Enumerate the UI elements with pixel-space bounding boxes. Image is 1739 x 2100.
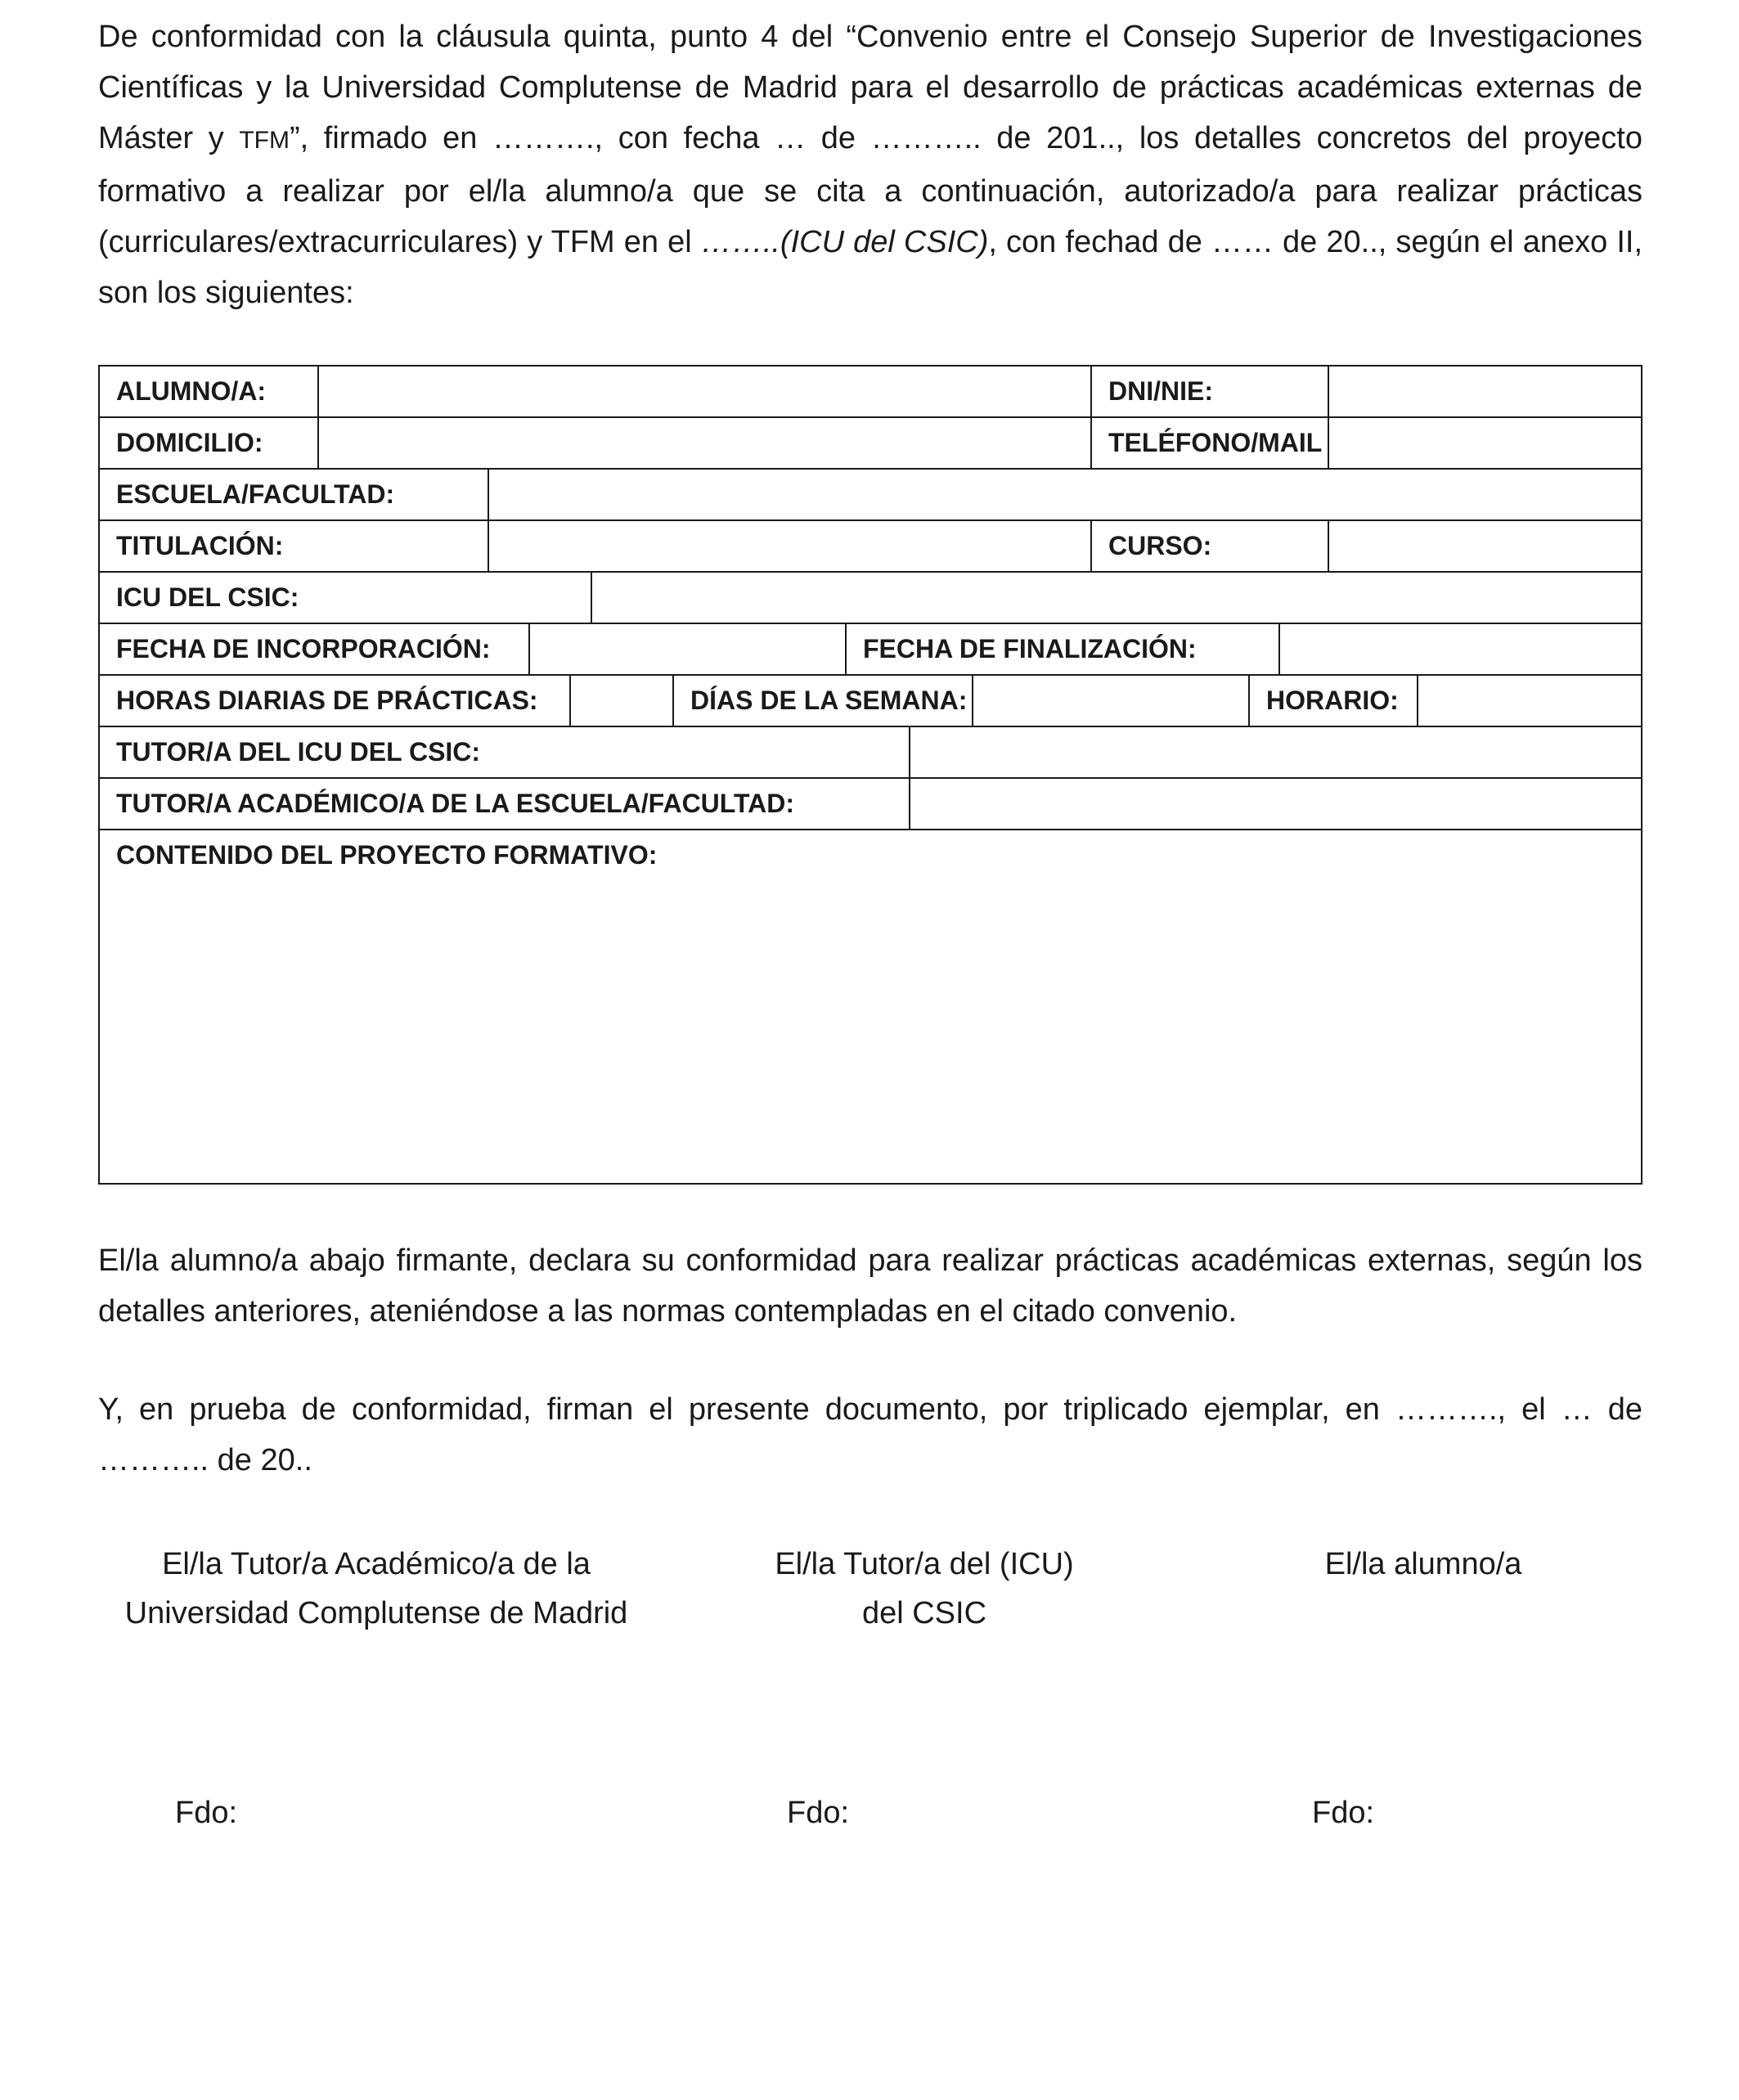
- field-fecha-finalizacion[interactable]: [1280, 624, 1641, 674]
- form-row-tutor-academico: [100, 779, 1641, 830]
- field-escuela[interactable]: [489, 470, 1641, 519]
- intro-text-part3: , con fechad de …… de 20.., según el anexo II, son los siguientes:: [98, 225, 1643, 310]
- field-dni[interactable]: [1329, 366, 1641, 416]
- label-tutor-icu: TUTOR/A DEL ICU DEL CSIC:: [100, 727, 910, 777]
- label-dni: DNI/NIE:: [1092, 366, 1329, 416]
- field-titulacion[interactable]: [489, 521, 1092, 571]
- label-telefono: TELÉFONO/MAIL: [1092, 418, 1329, 468]
- field-tutor-academico[interactable]: [910, 779, 1641, 829]
- label-horario: HORARIO:: [1250, 676, 1418, 726]
- fdo-icu-tutor: Fdo:: [787, 1796, 850, 1830]
- academic-tutor-title-line2: Universidad Complutense de Madrid: [124, 1596, 628, 1630]
- label-domicilio: DOMICILIO:: [100, 418, 319, 468]
- field-horas-diarias[interactable]: [571, 676, 674, 726]
- intro-paragraph: [98, 11, 1642, 318]
- fdo-student: Fdo:: [1312, 1796, 1375, 1830]
- closing-paragraph: Y, en prueba de conformidad, firman el presente documento, por triplicado ejemplar, en ………., el … de ……….. de 20..: [98, 1392, 1642, 1477]
- form-row-fechas: [100, 624, 1641, 676]
- field-curso[interactable]: [1329, 521, 1641, 571]
- label-icu: ICU DEL CSIC:: [100, 573, 592, 623]
- form-row-icu: [100, 573, 1641, 624]
- signature-block-icu-tutor: [720, 1540, 1129, 1638]
- field-contenido-proyecto[interactable]: [100, 830, 1641, 1183]
- training-project-form: [98, 365, 1642, 1185]
- form-row-domicilio: [100, 418, 1641, 470]
- field-icu[interactable]: [592, 573, 1641, 623]
- signature-block-student: [1260, 1540, 1587, 1589]
- intro-text-part1: De conformidad con la cláusula quinta, punto 4 del “Convenio entre el Consejo Superior de Investigaciones Científicas y la Universidad Complutense de Madrid para el desarrollo de prácticas académicas externas de Máster y: [98, 20, 1642, 155]
- intro-tfm-abbr: TFM: [239, 127, 290, 154]
- icu-tutor-title-line2: del CSIC: [861, 1596, 987, 1630]
- label-fecha-finalizacion: FECHA DE FINALIZACIÓN:: [847, 624, 1280, 674]
- form-row-alumno: [100, 366, 1641, 418]
- field-domicilio[interactable]: [319, 418, 1092, 468]
- intro-text-part2: ”, firmado en ………., con fecha … de ……….. de 201.., los detalles concretos del proyecto formativo a realizar por el/la alumno/a que se cita a continuación, autorizado/a para realizar prácticas (curriculares/extracurriculares) y TFM en el: [98, 121, 1642, 259]
- field-fecha-incorporacion[interactable]: [530, 624, 847, 674]
- intro-icu-placeholder: ……..(ICU del CSIC): [700, 225, 989, 259]
- label-horas-diarias: HORAS DIARIAS DE PRÁCTICAS:: [100, 676, 571, 726]
- label-curso: CURSO:: [1092, 521, 1329, 571]
- academic-tutor-title-line1: El/la Tutor/a Académico/a de la: [162, 1547, 591, 1581]
- form-row-escuela: [100, 470, 1641, 521]
- field-dias-semana[interactable]: [973, 676, 1250, 726]
- label-alumno: ALUMNO/A:: [100, 366, 319, 416]
- label-titulacion: TITULACIÓN:: [100, 521, 489, 571]
- label-tutor-academico: TUTOR/A ACADÉMICO/A DE LA ESCUELA/FACULTAD:: [100, 779, 910, 829]
- form-row-horario: [100, 676, 1641, 727]
- field-alumno[interactable]: [319, 366, 1092, 416]
- signature-block-academic-tutor: [115, 1540, 638, 1638]
- field-telefono[interactable]: [1329, 418, 1641, 468]
- label-escuela: ESCUELA/FACULTAD:: [100, 470, 489, 519]
- label-dias-semana: DÍAS DE LA SEMANA:: [674, 676, 973, 726]
- field-horario[interactable]: [1418, 676, 1641, 726]
- form-row-titulacion: [100, 521, 1641, 573]
- student-title-line1: El/la alumno/a: [1324, 1547, 1522, 1581]
- fdo-academic-tutor: Fdo:: [175, 1796, 238, 1830]
- label-contenido-proyecto: CONTENIDO DEL PROYECTO FORMATIVO:: [116, 840, 658, 870]
- declaration-paragraph: El/la alumno/a abajo firmante, declara su conformidad para realizar prácticas académicas externas, según los detalles anteriores, ateniéndose a las normas contempladas en el citado convenio.: [98, 1243, 1642, 1329]
- field-tutor-icu[interactable]: [910, 727, 1641, 777]
- form-row-tutor-icu: [100, 727, 1641, 779]
- label-fecha-incorporacion: FECHA DE INCORPORACIÓN:: [100, 624, 530, 674]
- icu-tutor-title-line1: El/la Tutor/a del (ICU): [775, 1547, 1074, 1581]
